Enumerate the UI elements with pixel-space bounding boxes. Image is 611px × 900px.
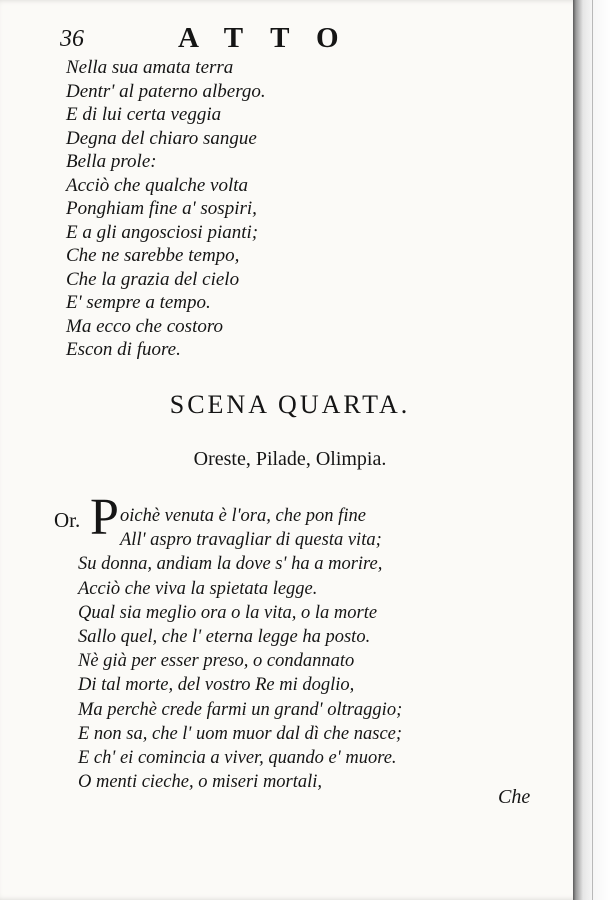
speech-line: All' aspro travagliar di questa vita; — [120, 530, 382, 551]
gutter-divider — [592, 0, 593, 900]
verse-line: Ma ecco che costoro — [66, 315, 224, 337]
verse-line: Acciò che qualche volta — [66, 174, 249, 196]
speech-line: E non sa, che l' uom muor dal dì che nasce; — [78, 723, 403, 744]
catchword: Che — [498, 786, 531, 808]
page-number: 36 — [60, 26, 84, 52]
verse-line: E' sempre a tempo. — [66, 292, 211, 313]
speech-line: Sallo quel, che l' eterna legge ha posto. — [78, 626, 371, 647]
drop-cap: P — [90, 489, 119, 546]
verse-line: E a gli angosciosi pianti; — [66, 221, 259, 243]
speech-line: Su donna, andiam la dove s' ha a morire, — [78, 554, 383, 575]
speech-line: Nè già per esser preso, o condannato — [78, 651, 355, 672]
running-title: ATTO — [178, 22, 366, 54]
verse-line: Che la grazia del cielo — [66, 268, 240, 290]
verse-line: Che ne sarebbe tempo, — [66, 245, 240, 266]
character-list: Oreste, Pilade, Olimpia. — [193, 448, 387, 470]
verse-line: Dentr' al paterno albergo. — [66, 80, 266, 102]
speech-line: Di tal morte, del vostro Re mi doglio, — [78, 675, 355, 696]
verse-line: Escon di fuore. — [66, 339, 181, 360]
scene-heading: SCENA QUARTA. — [169, 390, 411, 419]
speech-line: Ma perchè crede farmi un grand' oltraggio; — [78, 699, 403, 720]
verse-line: Degna del chiaro sangue — [66, 127, 257, 149]
verse-line: E di lui certa veggia — [66, 104, 222, 125]
verse-line: Ponghiam fine a' sospiri, — [66, 198, 257, 219]
speech-line: O menti cieche, o miseri mortali, — [78, 772, 323, 793]
verse-line: Nella sua amata terra — [66, 57, 234, 78]
verse-line: Bella prole: — [66, 151, 157, 172]
speech-line: Qual sia meglio ora o la vita, o la morte — [78, 602, 378, 623]
verse-block — [66, 56, 266, 362]
speaker-label: Or. — [54, 508, 81, 532]
speech-block — [78, 504, 402, 794]
speech-line: Acciò che viva la spietata legge. — [78, 578, 318, 599]
speech-line: oichè venuta è l'ora, che pon fine — [120, 506, 366, 526]
speech-line: E ch' ei comincia a viver, quando e' muore. — [78, 747, 397, 768]
